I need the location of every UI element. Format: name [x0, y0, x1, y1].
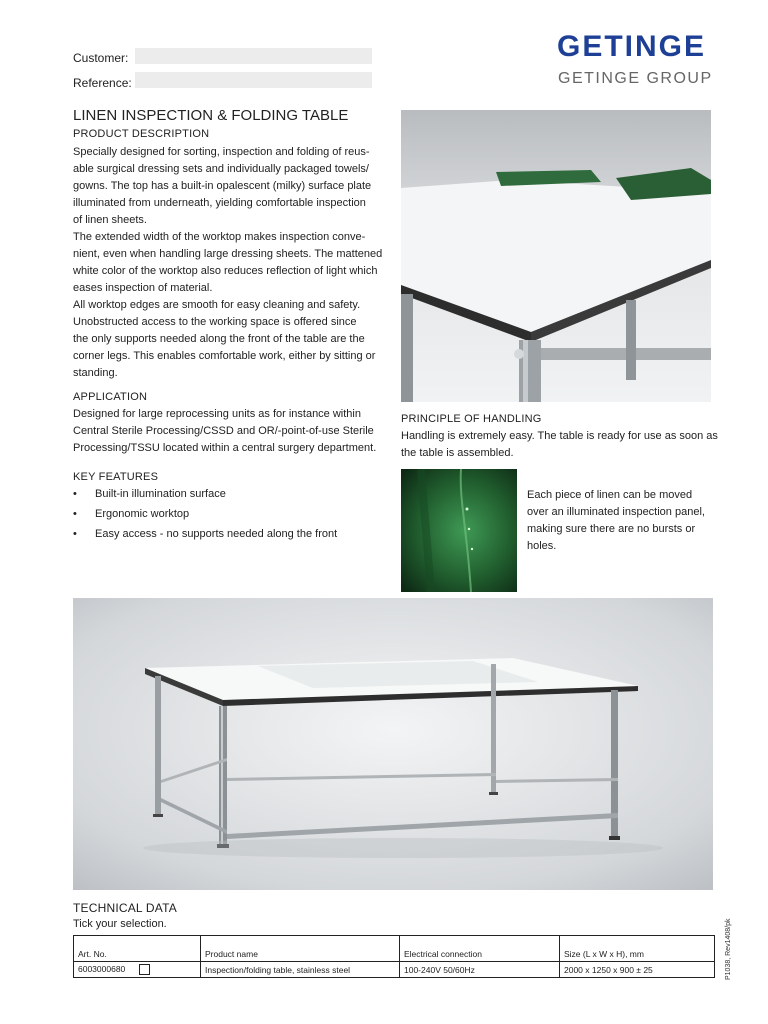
caption-line: Each piece of linen can be moved	[527, 489, 693, 501]
handling-heading: PRINCIPLE OF HANDLING	[401, 413, 542, 425]
selection-checkbox[interactable]	[139, 964, 150, 975]
page-title: LINEN INSPECTION & FOLDING TABLE	[73, 107, 349, 124]
size-cell: 2000 x 1250 x 900 ± 25	[560, 962, 715, 978]
application-text	[73, 406, 393, 457]
list-item	[73, 488, 393, 500]
column-header: Size (L x W x H), mm	[560, 936, 715, 962]
description-line: illuminated from underneath, yielding comfortable inspection	[73, 197, 366, 209]
reference-label: Reference:	[73, 76, 132, 90]
full-table-photo	[73, 598, 713, 890]
product-name-cell: Inspection/folding table, stainless steel	[201, 962, 400, 978]
bullet-icon: •	[73, 488, 77, 500]
table-row	[74, 962, 715, 978]
technical-heading: TECHNICAL DATA	[73, 901, 177, 915]
application-line: Central Sterile Processing/CSSD and OR/-point-of-use Sterile	[73, 425, 374, 437]
list-item	[73, 508, 393, 520]
description-line: The extended width of the worktop makes inspection conve-	[73, 231, 366, 243]
reference-field[interactable]	[135, 72, 372, 88]
caption-line: holes.	[527, 540, 557, 552]
description-text	[73, 144, 393, 382]
handling-line: Handling is extremely easy. The table is ready for use as soon as	[401, 430, 718, 442]
bullet-icon: •	[73, 508, 77, 520]
list-item	[73, 528, 393, 540]
column-header: Art. No.	[74, 936, 201, 962]
handling-text	[401, 428, 721, 462]
electrical-cell: 100-240V 50/60Hz	[400, 962, 560, 978]
document-reference: P1038, Rev1408/pk	[725, 918, 732, 980]
feature-text: Easy access - no supports needed along the front	[95, 528, 338, 540]
art-no-value: 6003000680	[78, 964, 126, 974]
description-line: eases inspection of material.	[73, 282, 213, 294]
handling-caption	[527, 487, 717, 555]
column-header: Product name	[201, 936, 400, 962]
art-no-cell	[74, 962, 201, 978]
feature-text: Built-in illumination surface	[95, 488, 226, 500]
table-header-row	[74, 936, 715, 962]
application-line: Designed for large reprocessing units as for instance within	[73, 408, 361, 420]
description-line: of linen sheets.	[73, 214, 147, 226]
description-line: All worktop edges are smooth for easy cleaning and safety.	[73, 299, 361, 311]
features-list	[73, 488, 393, 548]
bullet-icon: •	[73, 528, 77, 540]
caption-line: over an illuminated inspection panel,	[527, 506, 705, 518]
description-line: Unobstructed access to the working space is offered since	[73, 316, 357, 328]
description-line: gowns. The top has a built-in opalescent (milky) surface plate	[73, 180, 372, 192]
linen-inspection-photo	[401, 469, 517, 592]
technical-table	[73, 935, 715, 978]
feature-text: Ergonomic worktop	[95, 508, 190, 520]
description-line: white color of the worktop also reduces reflection of light which	[73, 265, 378, 277]
description-line: standing.	[73, 367, 118, 379]
table-corner-photo	[401, 110, 711, 402]
handling-line: the table is assembled.	[401, 447, 514, 459]
customer-label: Customer:	[73, 51, 129, 65]
description-line: Specially designed for sorting, inspection and folding of reus-	[73, 146, 370, 158]
description-line: corner legs. This enables comfortable work, either by sitting or	[73, 350, 376, 362]
description-line: nient, even when handling large dressing sheets. The mattened	[73, 248, 383, 260]
application-line: Processing/TSSU located within a central surgery department.	[73, 442, 377, 454]
features-heading: KEY FEATURES	[73, 471, 159, 483]
caption-line: making sure there are no bursts or	[527, 523, 696, 535]
brand-logo: GETINGE	[557, 30, 707, 63]
description-heading: PRODUCT DESCRIPTION	[73, 128, 210, 140]
technical-instruction: Tick your selection.	[73, 918, 167, 930]
customer-field[interactable]	[135, 48, 372, 64]
description-line: the only supports needed along the front of the table are the	[73, 333, 365, 345]
application-heading: APPLICATION	[73, 391, 148, 403]
brand-group-name: GETINGE GROUP	[558, 70, 713, 87]
column-header: Electrical connection	[400, 936, 560, 962]
description-line: able surgical dressing sets and individually packaged towels/	[73, 163, 369, 175]
